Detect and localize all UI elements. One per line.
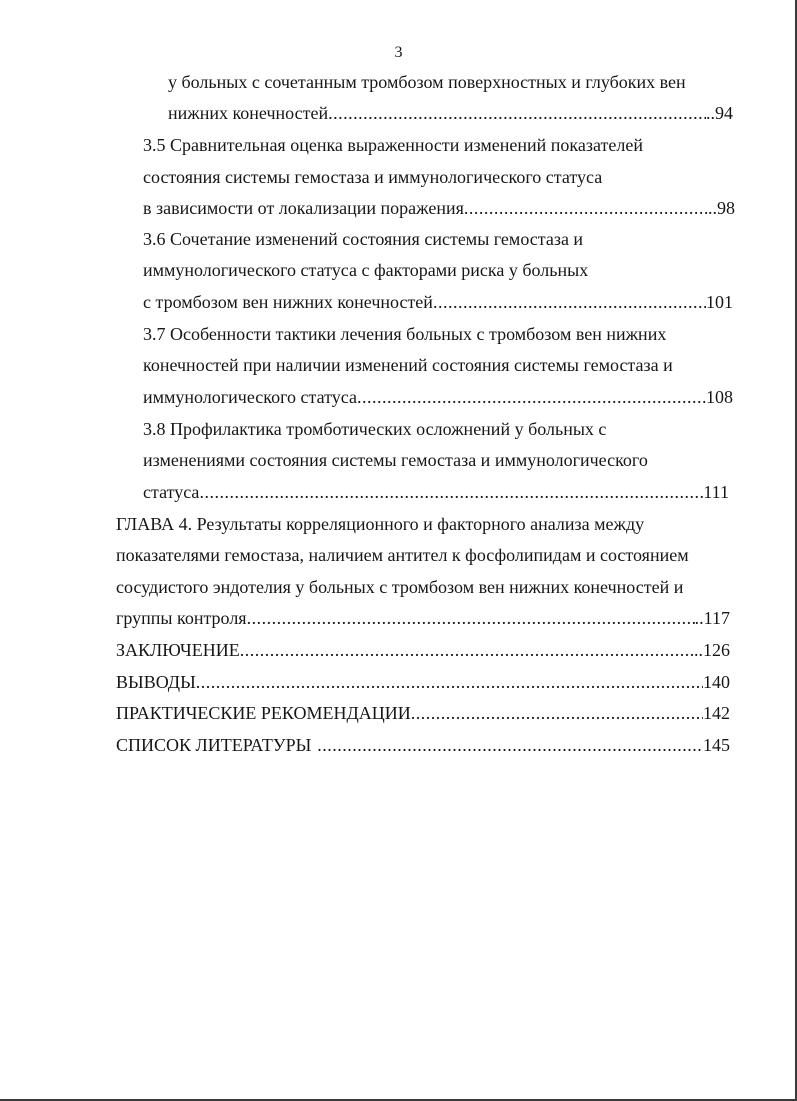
toc-entry-leader-line [116, 606, 730, 630]
toc-entry-text: нижних конечностей [168, 103, 329, 123]
toc-entry-leader-line [143, 290, 733, 314]
toc-entry-leader-line [168, 101, 733, 125]
toc-entry-leader-line [143, 385, 733, 409]
toc-entry-line: 3.5 Сравнительная оценка выраженности изменений показателей [143, 135, 643, 155]
toc-entry-line: у больных с сочетанным тромбозом поверхностных и глубоких вен [168, 72, 686, 92]
toc-entry-line: 3.8 Профилактика тромботических осложнений у больных с [143, 419, 607, 439]
dot-leader [317, 733, 703, 757]
dot-leader [464, 196, 708, 220]
dot-leader [240, 638, 694, 662]
toc-page-number: 142 [703, 703, 730, 723]
toc-page-number: 111 [703, 482, 729, 502]
dot-leader [328, 101, 706, 125]
toc-entry-line: изменениями состояния системы гемостаза и иммунологического [143, 450, 648, 470]
toc-entry-text: ВЫВОДЫ [116, 672, 196, 692]
toc-entry-line: сосудистого эндотелия у больных с тромбозом вен нижних конечностей и [116, 577, 684, 597]
toc-entry-text: СПИСОК ЛИТЕРАТУРЫ [116, 735, 312, 755]
toc-entry-text: группы контроля [116, 608, 247, 628]
dot-leader [411, 701, 703, 725]
toc-page-number: ..126 [694, 640, 730, 660]
toc-entry-line: конечностей при наличии изменений состояния системы гемостаза и [143, 355, 673, 375]
toc-entry-leader-line [143, 196, 735, 220]
toc-page-number: ..94 [706, 103, 733, 123]
toc-entry-text: статуса [143, 482, 200, 502]
toc-entry-line: 3.7 Особенности тактики лечения больных с тромбозом вен нижних [143, 324, 667, 344]
dot-leader [433, 290, 706, 314]
toc-entry-line: иммунологического статуса с факторами риска у больных [143, 260, 589, 280]
toc-page-number: 108 [706, 387, 733, 407]
dot-leader [196, 670, 703, 694]
dot-leader [199, 480, 703, 504]
dot-leader [247, 606, 695, 630]
toc-page-number: ..117 [694, 608, 730, 628]
toc-entry-line: 3.6 Сочетание изменений состояния системы гемостаза и [143, 229, 584, 249]
toc-entry-line: показателями гемостаза, наличием антител к фосфолипидам и состоянием [116, 545, 689, 565]
toc-page-number: 145 [703, 735, 730, 755]
toc-entry-text: в зависимости от локализации поражения [143, 198, 464, 218]
toc-entry-text: ПРАКТИЧЕСКИЕ РЕКОМЕНДАЦИИ [116, 703, 411, 723]
toc-entry-leader-line [116, 638, 730, 662]
toc-entry-text: ЗАКЛЮЧЕНИЕ [116, 640, 240, 660]
toc-entry-line: состояния системы гемостаза и иммунологического статуса [143, 167, 603, 187]
toc-entry-leader-line [116, 670, 730, 694]
toc-page-number: 140 [703, 672, 730, 692]
dot-leader [357, 385, 706, 409]
toc-page-number: ..98 [708, 198, 735, 218]
page-number: 3 [394, 44, 403, 61]
toc-entry-text: иммунологического статуса [143, 387, 357, 407]
toc-entry-leader-line [116, 733, 730, 757]
toc-entry-leader-line [143, 480, 729, 504]
toc-entry-line: ГЛАВА 4. Результаты корреляционного и факторного анализа между [116, 514, 645, 534]
toc-entry-leader-line [116, 701, 730, 725]
toc-entry-text: с тромбозом вен нижних конечностей [143, 292, 433, 312]
toc-page-number: 101 [706, 292, 733, 312]
